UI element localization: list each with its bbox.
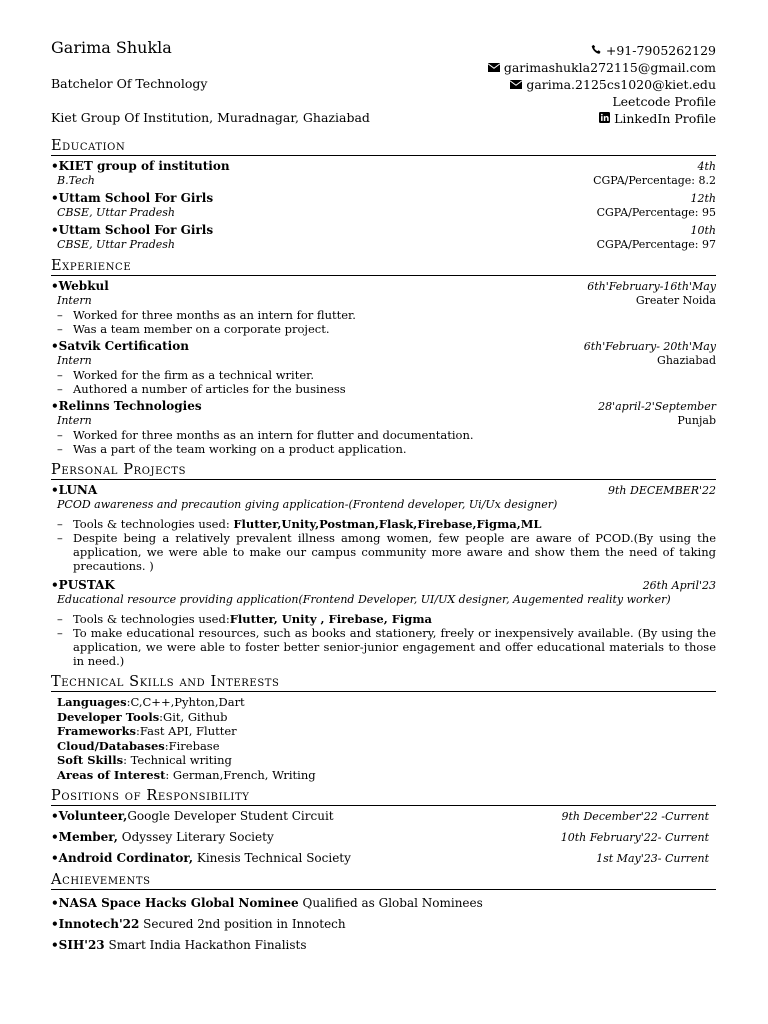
position-item	[51, 830, 716, 845]
position-role: •Volunteer,	[51, 809, 128, 823]
school-detail: CBSE, Uttar Pradesh	[57, 238, 175, 251]
school-score: CGPA/Percentage: 97	[596, 238, 716, 251]
email-primary: garimashukla272115@gmail.com	[503, 60, 716, 75]
education-item	[51, 223, 716, 252]
section-title: Experience	[51, 259, 716, 276]
position-org: Odyssey Literary Society	[117, 830, 274, 844]
list-item: – To make educational resources, such as books and stationery, freely or inexpensively available. (By using the application, we were able to foster better senior-junior engagement and offer educational materials to those in need.)	[57, 626, 716, 668]
experience-bullets	[51, 368, 716, 396]
school-year: 4th	[697, 160, 716, 173]
skill-row	[57, 710, 716, 725]
skill-label: Cloud/Databases	[57, 738, 165, 753]
leetcode-link[interactable]: Leetcode Profile	[612, 94, 716, 109]
skill-label: Soft Skills	[57, 753, 124, 767]
achievement-title: •NASA Space Hacks Global Nominee	[51, 896, 299, 910]
tools-label: Tools & technologies used:	[73, 612, 230, 626]
project-description: Educational resource providing application(Frontend Developer, UI/UX designer, Augemented reality worker)	[57, 593, 671, 606]
list-item: – Despite being a relatively prevalent illness among women, few people are aware of PCOD.(By using the application, we were able to make our campus community more aware and show them the need of taking precautions. )	[57, 531, 716, 573]
experience-location: Ghaziabad	[657, 354, 716, 367]
experience-item	[51, 399, 716, 456]
skill-label: Developer Tools	[57, 709, 160, 724]
list-item: – Authored a number of articles for the business	[57, 382, 716, 396]
phone-line[interactable]	[488, 42, 716, 59]
list-item: – Worked for three months as an intern for flutter and documentation.	[57, 428, 716, 442]
position-role: •Member,	[51, 830, 118, 844]
position-item	[51, 809, 716, 824]
position-org: Google Developer Student Circuit	[127, 809, 334, 823]
email-line-2[interactable]	[488, 76, 716, 93]
school-name: •Uttam School For Girls	[51, 223, 214, 237]
company-name: •Webkul	[51, 279, 109, 293]
skill-row	[57, 724, 716, 739]
achievement-item	[51, 896, 716, 911]
resume-page	[51, 38, 716, 959]
education-item	[51, 159, 716, 188]
skill-row	[57, 739, 716, 754]
achievement-item	[51, 917, 716, 932]
project-name: •LUNA	[51, 483, 98, 497]
experience-item	[51, 339, 716, 396]
list-item	[57, 517, 716, 531]
email-secondary: garima.2125cs1020@kiet.edu	[526, 77, 716, 92]
achievement-title: •Innotech'22	[51, 917, 140, 931]
section-title: Achievements	[51, 873, 716, 890]
linkedin-line[interactable]	[488, 110, 716, 127]
tools-label: Tools & technologies used:	[73, 517, 234, 531]
envelope-icon	[510, 76, 522, 93]
tools-list: Flutter, Unity , Firebase, Figma	[229, 612, 432, 626]
email-line-1[interactable]	[488, 59, 716, 76]
school-year: 10th	[690, 224, 716, 237]
positions-section	[51, 789, 716, 866]
experience-role: Intern	[57, 414, 92, 427]
school-detail: B.Tech	[57, 174, 95, 187]
skill-row	[57, 768, 716, 783]
list-item	[57, 612, 716, 626]
school-score: CGPA/Percentage: 95	[596, 206, 716, 219]
position-item	[51, 851, 716, 866]
project-description: PCOD awareness and precaution giving application-(Frontend developer, Ui/Ux designer)	[57, 498, 558, 511]
school-name: •KIET group of institution	[51, 159, 230, 173]
education-item	[51, 191, 716, 220]
degree: Batchelor Of Technology	[51, 76, 208, 91]
experience-date: 28'april-2'September	[598, 400, 716, 413]
position-org: Kinesis Technical Society	[193, 851, 351, 865]
envelope-icon	[488, 59, 500, 76]
resume-header	[51, 38, 716, 132]
project-date: 9th DECEMBER'22	[608, 484, 716, 497]
achievement-title: •SIH'23	[51, 938, 105, 952]
list-item: – Worked for three months as an intern for flutter.	[57, 308, 716, 322]
skill-row	[57, 753, 716, 768]
phone-number: +91-7905262129	[605, 43, 716, 58]
skill-value: :C,C++,Pyhton,Dart	[126, 695, 245, 709]
section-title: Education	[51, 139, 716, 156]
phone-icon	[591, 42, 602, 59]
experience-location: Punjab	[677, 414, 716, 427]
experience-date: 6th'February- 20th'May	[583, 340, 716, 353]
section-title: Personal Projects	[51, 463, 716, 480]
education-section	[51, 139, 716, 252]
projects-section	[51, 463, 716, 668]
skill-label: Areas of Interest	[57, 767, 166, 782]
list-item: – Was a team member on a corporate project.	[57, 322, 716, 336]
college: Kiet Group Of Institution, Muradnagar, Ghaziabad	[51, 110, 370, 125]
school-name: •Uttam School For Girls	[51, 191, 214, 205]
project-item	[51, 578, 716, 668]
achievements-section	[51, 873, 716, 953]
experience-item	[51, 279, 716, 336]
school-score: CGPA/Percentage: 8.2	[593, 174, 716, 187]
position-role: •Android Cordinator,	[51, 851, 194, 865]
candidate-name: Garima Shukla	[51, 38, 172, 57]
skill-value: : Technical writing	[123, 753, 232, 767]
school-detail: CBSE, Uttar Pradesh	[57, 206, 175, 219]
section-title: Positions of Responsibility	[51, 789, 716, 806]
project-name: •PUSTAK	[51, 578, 115, 592]
achievement-desc: Qualified as Global Nominees	[298, 896, 483, 910]
achievement-item	[51, 938, 716, 953]
position-date: 9th December'22 -Current	[561, 810, 709, 823]
skill-label: Frameworks	[57, 724, 137, 738]
contact-block	[488, 42, 716, 127]
list-item: – Was a part of the team working on a product application.	[57, 442, 716, 456]
project-bullets	[51, 517, 716, 573]
company-name: •Relinns Technologies	[51, 399, 202, 413]
tools-list: Flutter,Unity,Postman,Flask,Firebase,Figma,ML	[233, 517, 542, 531]
skills-section	[51, 675, 716, 782]
skill-label: Languages	[57, 695, 127, 709]
skill-value: :Firebase	[164, 738, 220, 753]
school-year: 12th	[690, 192, 716, 205]
experience-role: Intern	[57, 294, 92, 307]
skill-value: :Fast API, Flutter	[136, 724, 237, 738]
experience-location: Greater Noida	[635, 294, 716, 307]
project-date: 26th April'23	[642, 579, 716, 592]
achievement-desc: Secured 2nd position in Innotech	[139, 917, 346, 931]
experience-section	[51, 259, 716, 456]
position-date: 1st May'23- Current	[596, 852, 709, 865]
project-item	[51, 483, 716, 573]
project-bullets	[51, 612, 716, 668]
linkedin-icon	[599, 110, 610, 127]
linkedin-link: LinkedIn Profile	[614, 111, 716, 126]
skill-value: : German,French, Writing	[165, 767, 316, 782]
skill-value: :Git, Github	[159, 709, 228, 724]
achievement-desc: Smart India Hackathon Finalists	[104, 938, 307, 952]
experience-bullets	[51, 428, 716, 456]
company-name: •Satvik Certification	[51, 339, 189, 353]
list-item: – Worked for the firm as a technical writer.	[57, 368, 716, 382]
skills-list	[51, 695, 716, 782]
section-title: Technical Skills and Interests	[51, 675, 716, 692]
experience-bullets	[51, 308, 716, 336]
skill-row	[57, 695, 716, 710]
experience-role: Intern	[57, 354, 92, 367]
experience-date: 6th'February-16th'May	[587, 280, 716, 293]
position-date: 10th February'22- Current	[560, 831, 709, 844]
